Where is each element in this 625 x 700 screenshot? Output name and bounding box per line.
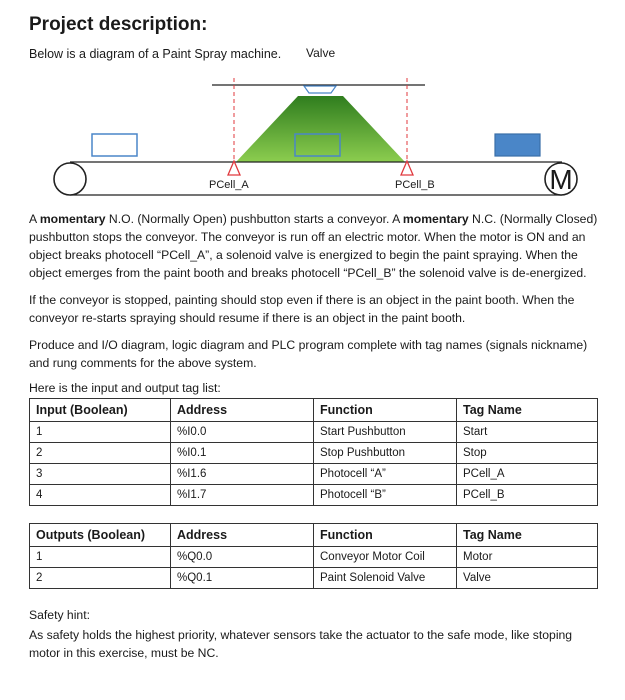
table-row [30, 464, 598, 485]
table-cell: %I0.0 [171, 422, 314, 443]
table-cell: Start Pushbutton [314, 422, 457, 443]
input-tag-table [29, 398, 598, 506]
table-header: Tag Name [457, 399, 598, 422]
description-paragraph-1: A momentary N.O. (Normally Open) pushbutton starts a conveyor. A momentary N.C. (Normally Closed) pushbutton stops the conveyor. The conveyor is run off an electric motor. When the motor is ON and an object breaks photocell “PCell_A”, a solenoid valve is energized to begin the paint spraying. When the object emerges from the paint booth and breaks photocell “PCell_B” the solenoid valve is de-energized. [29, 212, 598, 280]
description-paragraph-2: If the conveyor is stopped, painting should stop even if there is an object in the paint booth. When the conveyor re-starts spraying should resume if there is an object in the paint booth. [29, 293, 575, 325]
paint-spray-cone [236, 96, 405, 162]
table-cell: 3 [30, 464, 171, 485]
valve-label: Valve [306, 46, 336, 60]
table-header: Tag Name [457, 524, 598, 547]
table-cell: Paint Solenoid Valve [314, 568, 457, 589]
table-cell: Stop [457, 443, 598, 464]
table-cell: 2 [30, 443, 171, 464]
table-header-row [30, 524, 598, 547]
page-title: Project description: [29, 14, 208, 35]
pcell-b-sensor-icon [401, 161, 413, 175]
table-cell: Valve [457, 568, 598, 589]
table-cell: %I1.6 [171, 464, 314, 485]
table-row [30, 422, 598, 443]
table-row [30, 443, 598, 464]
table-cell: 4 [30, 485, 171, 506]
table-cell: PCell_B [457, 485, 598, 506]
safety-hint-title: Safety hint: [29, 608, 90, 622]
description-paragraph-3: Produce and I/O diagram, logic diagram and PLC program complete with tag names (signals nickname) and rung comments for the above system. [29, 338, 588, 370]
output-tag-table [29, 523, 598, 589]
tag-list-intro: Here is the input and output tag list: [29, 381, 221, 395]
motor-label: M [549, 164, 573, 195]
intro-text: Below is a diagram of a Paint Spray machine. [29, 47, 282, 61]
table-header: Address [171, 399, 314, 422]
table-cell: %Q0.1 [171, 568, 314, 589]
table-cell: Photocell “B” [314, 485, 457, 506]
object-right [495, 134, 540, 156]
table-cell: 2 [30, 568, 171, 589]
table-cell: Photocell “A” [314, 464, 457, 485]
table-cell: 1 [30, 547, 171, 568]
table-header: Input (Boolean) [30, 399, 171, 422]
table-row [30, 547, 598, 568]
table-row [30, 485, 598, 506]
table-row [30, 568, 598, 589]
table-cell: Conveyor Motor Coil [314, 547, 457, 568]
object-left [92, 134, 137, 156]
table-cell: PCell_A [457, 464, 598, 485]
table-cell: Motor [457, 547, 598, 568]
table-header: Outputs (Boolean) [30, 524, 171, 547]
table-header: Function [314, 524, 457, 547]
pcell-b-label: PCell_B [395, 179, 435, 191]
table-cell: %Q0.0 [171, 547, 314, 568]
table-header-row [30, 399, 598, 422]
table-cell: Stop Pushbutton [314, 443, 457, 464]
pcell-a-label: PCell_A [209, 179, 249, 191]
paint-spray-diagram [0, 40, 625, 205]
table-header: Address [171, 524, 314, 547]
valve-nozzle [304, 86, 336, 93]
table-cell: %I0.1 [171, 443, 314, 464]
table-cell: Start [457, 422, 598, 443]
table-cell: %I1.7 [171, 485, 314, 506]
conveyor-roller-left [54, 163, 86, 195]
safety-hint-text: As safety holds the highest priority, whatever sensors take the actuator to the safe mode, like stoping motor in this exercise, must be NC. [29, 628, 573, 660]
table-header: Function [314, 399, 457, 422]
table-cell: 1 [30, 422, 171, 443]
pcell-a-sensor-icon [228, 161, 240, 175]
